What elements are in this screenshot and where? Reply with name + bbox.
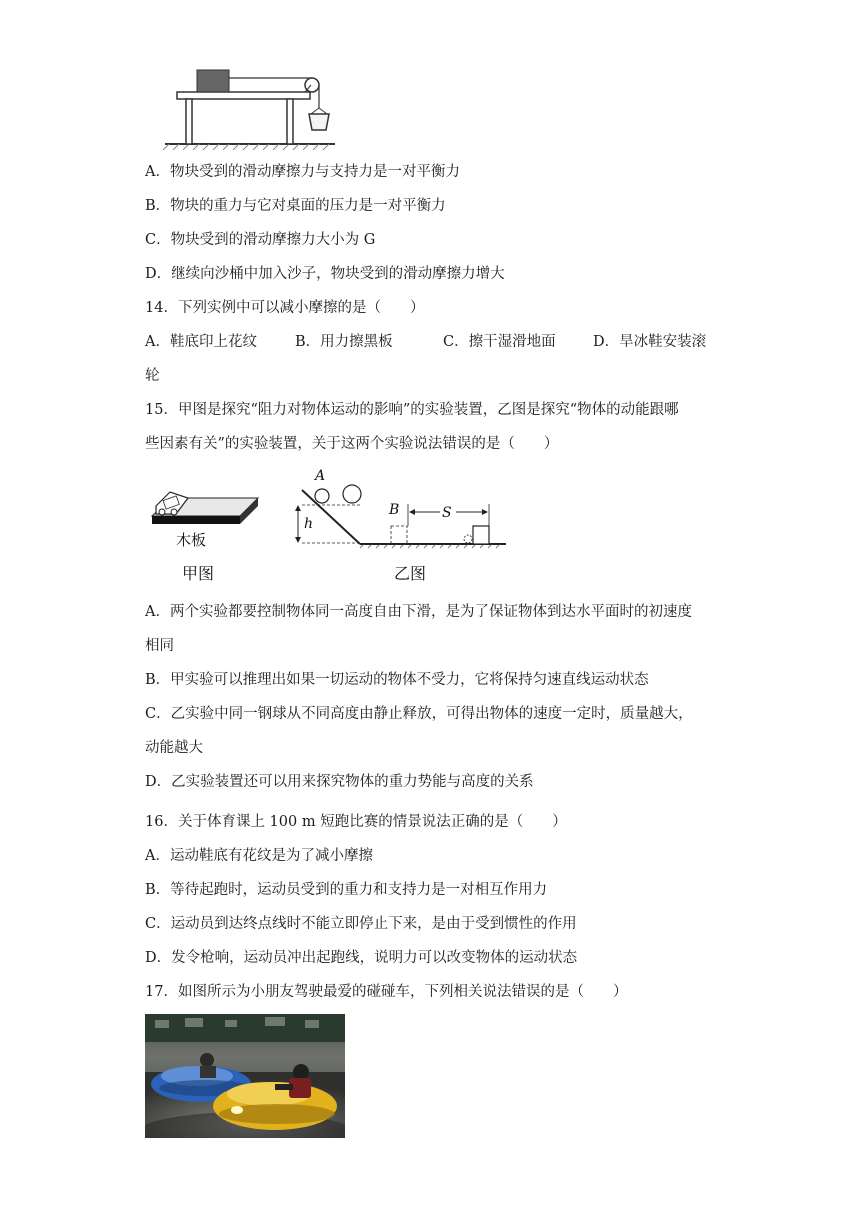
q16-stem: 16．关于体育课上 100 m 短跑比赛的情景说法正确的是（ ） xyxy=(145,814,567,830)
figure-yi-caption: 乙图 xyxy=(394,564,427,583)
board-label: 木板 xyxy=(176,531,207,549)
q15-stem-line1: 15．甲图是探究“阻力对物体运动的影响”的实验装置，乙图是探究“物体的动能跟哪 xyxy=(145,402,679,418)
label-s: S xyxy=(442,505,452,521)
figure-jia-caption: 甲图 xyxy=(182,564,215,583)
q13-option-b: B．物块的重力与它对桌面的压力是一对平衡力 xyxy=(145,198,446,214)
figure-yi xyxy=(290,462,510,586)
q15-stem-line2: 些因素有关”的实验装置，关于这两个实验说法错误的是（ ） xyxy=(145,436,559,452)
label-b: B xyxy=(389,502,400,518)
q14-option-c: C．擦干湿滑地面 xyxy=(443,334,556,350)
q15-option-a-wrap: 相同 xyxy=(145,638,174,654)
q13-option-c: C．物块受到的滑动摩擦力大小为 G xyxy=(145,232,376,248)
q14-option-a: A．鞋底印上花纹 xyxy=(145,334,257,350)
table-pulley-figure xyxy=(145,62,345,150)
q14-option-b: B．用力擦黑板 xyxy=(295,334,393,350)
q14-option-d: D．旱冰鞋安装滚 xyxy=(593,334,707,350)
q16-option-c: C．运动员到达终点线时不能立即停止下来，是由于受到惯性的作用 xyxy=(145,916,577,932)
q15-option-b: B．甲实验可以推理出如果一切运动的物体不受力，它将保持匀速直线运动状态 xyxy=(145,672,649,688)
q15-option-c-wrap: 动能越大 xyxy=(145,740,203,756)
q15-option-c: C．乙实验中同一钢球从不同高度由静止释放，可得出物体的速度一定时，质量越大， xyxy=(145,706,693,722)
q16-option-a: A．运动鞋底有花纹是为了减小摩擦 xyxy=(145,848,373,864)
q16-option-d: D．发令枪响，运动员冲出起跑线，说明力可以改变物体的运动状态 xyxy=(145,950,578,966)
q16-option-b: B．等待起跑时，运动员受到的重力和支持力是一对相互作用力 xyxy=(145,882,548,898)
q13-option-d: D．继续向沙桶中加入沙子，物块受到的滑动摩擦力增大 xyxy=(145,266,505,282)
q17-stem: 17．如图所示为小朋友驾驶最爱的碰碰车，下列相关说法错误的是（ ） xyxy=(145,984,628,1000)
label-a: A xyxy=(315,468,326,484)
q15-option-a: A．两个实验都要控制物体同一高度自由下滑，是为了保证物体到达水平面时的初速度 xyxy=(145,604,692,620)
q14-option-d-wrap: 轮 xyxy=(145,368,160,384)
label-h: h xyxy=(304,516,314,532)
q15-option-d: D．乙实验装置还可以用来探究物体的重力势能与高度的关系 xyxy=(145,774,534,790)
q14-stem: 14．下列实例中可以减小摩擦的是（ ） xyxy=(145,300,425,316)
q13-option-a: A．物块受到的滑动摩擦力与支持力是一对平衡力 xyxy=(145,164,460,180)
figure-jia xyxy=(148,486,260,586)
bumper-car-photo xyxy=(145,1014,345,1138)
